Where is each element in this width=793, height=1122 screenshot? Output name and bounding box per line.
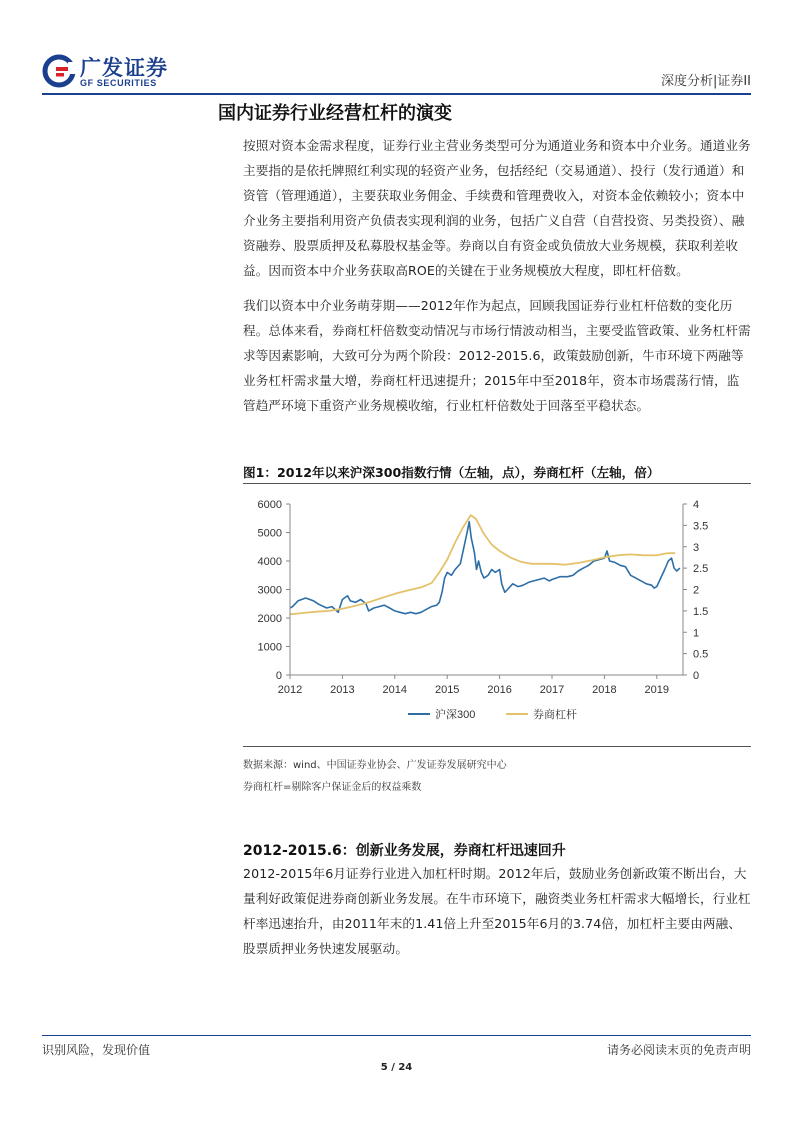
footer-disclaimer-link[interactable]: 请务必阅读末页的免责声明 [606, 1043, 751, 1057]
x-tick-label: 2013 [330, 684, 355, 696]
figure-title: 图1：2012年以来沪深300指数行情（左轴，点），券商杠杆（左轴，倍） [243, 465, 660, 480]
paragraph-1: 按照对资本金需求程度，证券行业主营业务类型可分为通道业务和资本中介业务。通道业务主要指的是依托牌照红利实现的轻资产业务，包括经纪（交易通道）、投行（发行通道）和资管（管理通道），主要获取业务佣金、手续费和管理费收入，对资本金依赖较小；资本中介业务主要指利用资产负债表实现利润的业务，包括广义自营（自营投资、另类投资）、融资融券、股票质押及私募股权基金等。券商以自有资金或负债放大业务规模，获取利差收益。因而资本中介业务获取高ROE的关键在于业务规模放大程度，即杠杆倍数。 [243, 138, 751, 278]
figure-top-rule [243, 483, 751, 484]
x-tick-label: 2016 [487, 684, 512, 696]
y-right-tick-label: 2 [693, 584, 700, 597]
y-left-tick-label: 6000 [257, 499, 282, 511]
y-left-tick-label: 4000 [257, 556, 282, 568]
definition-note: 券商杠杆=剔除客户保证金后的权益乘数 [243, 782, 422, 793]
x-tick-label: 2017 [539, 684, 565, 696]
y-right-tick-label: 4 [693, 499, 700, 511]
figure-bottom-rule [243, 746, 751, 747]
page-number: 5 / 24 [380, 1062, 413, 1073]
y-left-tick-label: 5000 [257, 527, 282, 540]
section-title: 国内证券行业经营杠杆的演变 [218, 103, 452, 124]
y-left-tick-label: 1000 [257, 641, 282, 654]
source-note: 数据来源：wind、中国证券业协会、广发证券发展研究中心 [243, 760, 507, 771]
company-logo [42, 54, 232, 94]
y-right-tick-label: 3.5 [693, 520, 709, 533]
report-category: 深度分析|证券II [660, 74, 751, 89]
x-tick-label: 2012 [277, 684, 303, 696]
footer-slogan: 识别风险，发现价值 [42, 1043, 151, 1057]
x-tick-label: 2014 [382, 684, 408, 696]
series-line-broker-leverage [290, 515, 675, 614]
y-left-tick-label: 3000 [257, 584, 282, 597]
paragraph-3: 2012-2015年6月证券行业进入加杠杆时期。2012年后，鼓励业务创新政策不断出台，大量利好政策促进券商创新业务发展。在牛市环境下，融资类业务杠杆需求大幅增长，行业杠杆率迅速抬升，由2011年末的1.41倍上升至2015年6月的3.74倍，加杠杆主要由两融、股票质押业务快速发展驱动。 [243, 866, 751, 956]
logo-text-en: GF SECURITIES [80, 78, 157, 88]
legend-label: 沪深300 [435, 709, 476, 721]
x-tick-label: 2015 [434, 684, 460, 696]
line-chart [243, 490, 751, 736]
x-tick-label: 2019 [644, 684, 670, 696]
y-right-tick-label: 3 [693, 541, 700, 554]
legend-label: 券商杠杆 [533, 709, 577, 721]
y-right-tick-label: 0 [693, 670, 700, 682]
gf-logo-icon [42, 54, 76, 88]
y-left-tick-label: 2000 [257, 613, 282, 625]
y-right-tick-label: 1 [693, 627, 700, 640]
header-divider [42, 93, 751, 95]
y-right-tick-label: 0.5 [693, 648, 709, 661]
y-right-tick-label: 1.5 [693, 605, 709, 618]
paragraph-2: 我们以资本中介业务萌芽期——2012年作为起点，回顾我国证券行业杠杆倍数的变化历程。总体来看，券商杠杆倍数变动情况与市场行情波动相当，主要受监管政策、业务杠杆需求等因素影响，大致可分为两个阶段：2012-2015.6，政策鼓励创新，牛市环境下两融等业务杠杆需求量大增，券商杠杆迅速提升；2015年中至2018年，资本市场震荡行情，监管趋严环境下重资产业务规模收缩，行业杠杆倍数处于回落至平稳状态。 [243, 298, 751, 413]
subsection-title: 2012-2015.6：创新业务发展，券商杠杆迅速回升 [243, 843, 566, 859]
y-right-tick-label: 2.5 [693, 563, 709, 576]
x-tick-label: 2018 [592, 684, 617, 696]
y-left-tick-label: 0 [275, 670, 282, 682]
footer-divider [42, 1035, 751, 1036]
logo-text-cn: 广发证券 [80, 56, 168, 80]
